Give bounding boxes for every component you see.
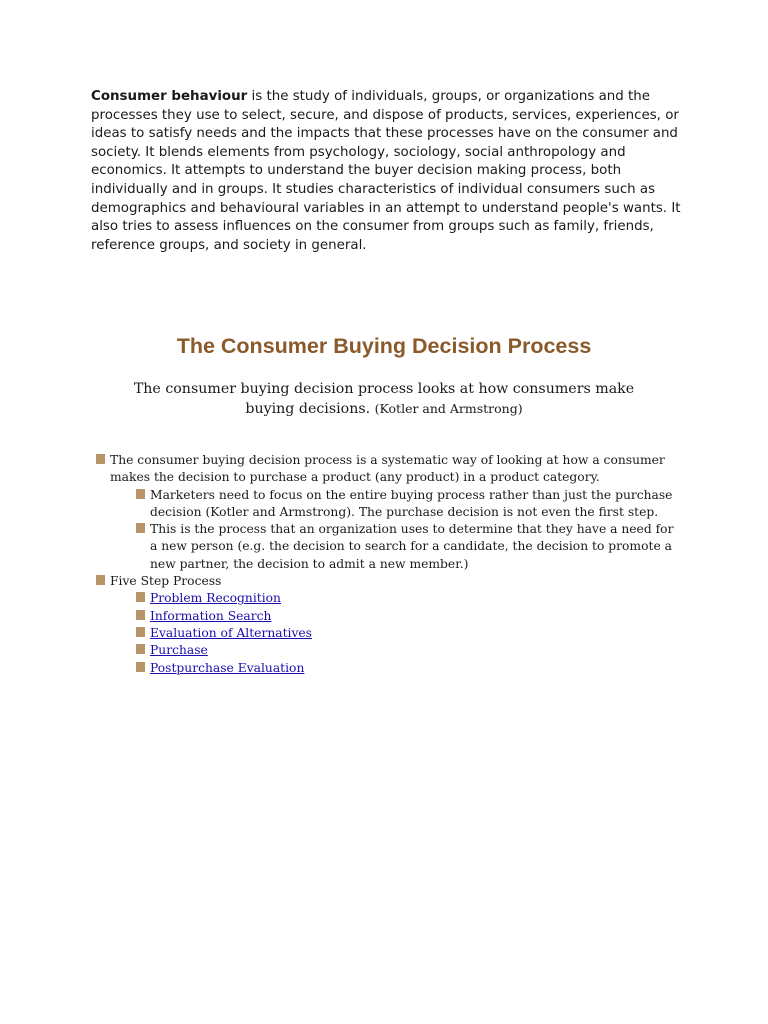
intro-term: Consumer behaviour xyxy=(91,89,248,104)
list-item xyxy=(94,452,684,573)
list-item xyxy=(134,608,684,625)
list-item xyxy=(94,573,684,677)
square-bullet-icon xyxy=(136,644,145,654)
bullet-list xyxy=(94,452,684,677)
step-link-purchase[interactable]: Purchase xyxy=(150,643,208,658)
step-link-evaluation-of-alternatives[interactable]: Evaluation of Alternatives xyxy=(150,625,312,640)
square-bullet-icon xyxy=(136,627,145,637)
list-item xyxy=(134,625,684,642)
square-bullet-icon xyxy=(136,592,145,602)
square-bullet-icon xyxy=(96,454,105,464)
list-item xyxy=(134,660,684,677)
list-item xyxy=(134,521,684,573)
list-item xyxy=(134,590,684,607)
square-bullet-icon xyxy=(136,662,145,672)
step-link-postpurchase-evaluation[interactable]: Postpurchase Evaluation xyxy=(150,660,305,675)
step-link-information-search[interactable]: Information Search xyxy=(150,608,272,623)
steps-list xyxy=(110,590,684,676)
section-heading: The Consumer Buying Decision Process xyxy=(176,334,592,358)
square-bullet-icon xyxy=(96,575,105,585)
list-item xyxy=(134,642,684,659)
square-bullet-icon xyxy=(136,610,145,620)
intro-text: is the study of individuals, groups, or organizations and the processes they use to select, secure, and dispose of products, services, experiences, or ideas to satisfy needs and the impacts that these processes have on the consumer and society. It blends elements from psychology, sociology, social anthropology and economics. It attempts to understand the buyer decision making process, both individually and in groups. It studies characteristics of individual consumers such as demographics and behavioural variables in an attempt to understand people's wants. It also tries to assess influences on the consumer from groups such as family, friends, reference groups, and society in general. xyxy=(91,89,681,253)
step-link-problem-recognition[interactable]: Problem Recognition xyxy=(150,591,281,606)
list-item xyxy=(134,487,684,522)
list-item-text: The consumer buying decision process is a systematic way of looking at how a consumer makes the decision to purchase a product (any product) in a product category. xyxy=(110,453,665,485)
list-item-text: Five Step Process xyxy=(110,574,222,589)
intro-paragraph xyxy=(91,88,681,255)
list-item-text: This is the process that an organization uses to determine that they have a need for a new person (e.g. the decision to search for a candidate, the decision to promote a new partner, the decision to admit a new member.) xyxy=(150,522,674,571)
section-subtitle xyxy=(110,379,658,419)
square-bullet-icon xyxy=(136,523,145,533)
list-item-text: Marketers need to focus on the entire buying process rather than just the purchase decision (Kotler and Armstrong). The purchase decision is not even the first step. xyxy=(150,487,673,519)
subtitle-text: The consumer buying decision process looks at how consumers make buying decisions. xyxy=(133,381,635,417)
sub-list xyxy=(110,487,684,573)
square-bullet-icon xyxy=(136,489,145,499)
subtitle-citation: (Kotler and Armstrong) xyxy=(374,401,523,416)
